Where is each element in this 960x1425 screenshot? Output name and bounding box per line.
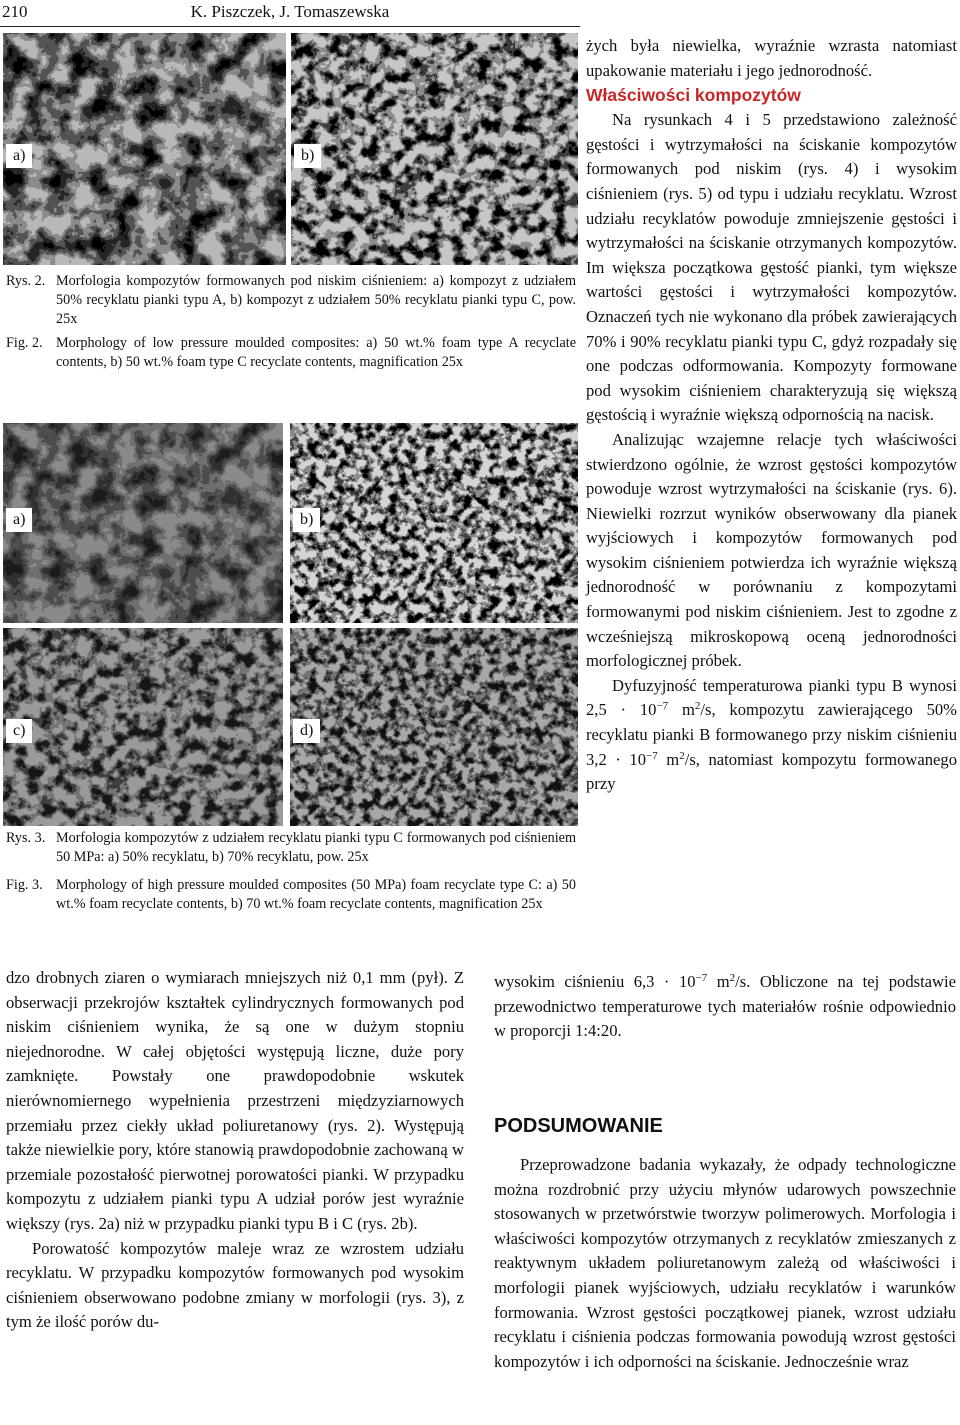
section-heading-properties: Właściwości kompozytów <box>586 85 801 106</box>
summary-column <box>494 1153 956 1374</box>
figure-2-caption-en-text: Morphology of low pressure moulded composites: a) 50 wt.% foam type A recyclate contents, b) 50 wt.% foam type C recyclate contents, magnification 25x <box>56 335 576 370</box>
figure-2-caption-en-label: Fig. 2. <box>6 335 43 351</box>
right-paragraph-3 <box>586 674 957 797</box>
figure-2-caption-en <box>6 334 576 372</box>
exponent: 2 <box>679 749 685 762</box>
figure-2a-label: a) <box>6 144 32 168</box>
right-paragraph-2: Analizując wzajemne relacje tych właściwości stwierdzono ogólnie, że wzrost gęstości kompozytów powoduje wzrost wytrzymałości na ściskanie (rys. 6). Niewielki rozrzut wyników obserwowany dla pianek wyjściowych i kompozytów formowanych pod wysokim ciśnieniem potwierdza ich wyraźnie większą jednorodność w porównaniu z kompozytami formowanymi pod niskim ciśnieniem. Jest to zgodne z wcześniejszą mikroskopową oceną jednorodności morfologicznej próbek. <box>586 429 957 671</box>
exponent: 2 <box>694 700 701 713</box>
running-header <box>0 0 580 27</box>
left-paragraph-1: dzo drobnych ziaren o wymiarach mniejszych niż 0,1 mm (pył). Z obserwacji przekrojów kształtek cylindrycznych formowanych pod niskim ciśnieniem wynika, że są one w dużym stopniu niejednorodne. W całej objętości występują liczne, duże pory zamknięte. Powstały one prawdopodobnie wskutek nierównomiernego wypełnienia przestrzeni międzyziarnowych przemiału przez ciekły układ poliuretanowy (rys. 2). Występują także niewielkie pory, które stanowią prawdopodobnie zachowaną w przemiale pozostałość pierwotnej porowatości pianki. W przypadku kompozytu z udziałem pianki typu A udział porów jest wyraźnie większy (rys. 2a) niż w przypadku pianki typu B i C (rys. 2b). <box>6 968 464 1233</box>
figure-3b-micrograph <box>290 423 578 623</box>
diffusivity-text-d: m <box>657 749 680 769</box>
exponent: −7 <box>656 700 669 713</box>
figure-2-caption-pl-label: Rys. 2. <box>6 273 46 289</box>
diffusivity-text-b: m <box>668 700 695 720</box>
right-paragraph-0: żych była niewielka, wyraźnie wzrasta natomiast upakowanie materiału i jego jednorodność. <box>586 36 957 80</box>
left-paragraph-2: Porowatość kompozytów maleje wraz ze wzrostem udziału recyklatu. W przypadku kompozytów formowanych pod wysokim ciśnieniem obserwowano podobne zmiany w morfologii (rys. 3), z tym że ilość porów du- <box>6 1238 464 1332</box>
diffusivity-text-e: /s, natomiast kompozytu formowanego przy <box>586 749 957 794</box>
summary-paragraph: Przeprowadzone badania wykazały, że odpady technologiczne można rozdrobnić przy użyciu młynów udarowych powszechnie stosowanych w przetwórstwie tworzyw polimerowych. Morfologia i właściwości kompozytów otrzymanych z recyklatów zmieszanych z reaktywnym układem poliuretanowym zależą od właściwości i morfologii pianek wyjściowych, udziału recyklatów i warunków formowania. Wzrost gęstości początkowej pianek, wzrost udziału recyklatu i ciśnienia podczas formowania powodują wzrost gęstości kompozytów i ich odporności na ściskanie. Jednocześnie wraz <box>494 1155 956 1371</box>
right-column-upper <box>586 34 957 797</box>
right-paragraph-4 <box>494 970 956 1044</box>
right-paragraph-1: Na rysunkach 4 i 5 przedstawiono zależność gęstości i wytrzymałości na ściskanie kompozytów formowanych pod niskim (rys. 4) i wysokim ciśnieniem (rys. 5) od typu i udziału recyklatu. Wzrost udziału recyklatów powoduje zmniejszenie gęstości i wytrzymałości na ściskanie otrzymanych kompozytów. Im większa początkowa gęstość pianki, tym większe wartości gęstości i wytrzymałości kompozytów. Oznaczeń tych nie wykonano dla próbek zawierających 70% i 90% recyklatu pianki typu C, gdyż rozpadały się one podczas odformowania. Kompozyty formowane pod wysokim ciśnieniem charakteryzują się większą gęstością i wyraźnie większą odpornością na nacisk. <box>586 110 957 425</box>
figure-3a-label: a) <box>6 508 32 532</box>
figure-3-caption-pl-label: Rys. 3. <box>6 830 46 846</box>
diffusivity-text-c: /s, kompozytu zawierającego 50% recyklatu pianki B formowanego przy niskim ciśnieniu 3,2 · 10 <box>586 700 957 769</box>
exponent: −7 <box>646 749 658 762</box>
figure-2-caption-pl <box>6 272 576 329</box>
exponent: −7 <box>695 972 708 984</box>
diffusivity-high-text-b: m <box>707 972 730 991</box>
left-column <box>6 966 464 1335</box>
figure-3a-micrograph <box>3 423 283 623</box>
figure-3-caption-pl-text: Morfologia kompozytów z udziałem recyklatu pianki typu C formowanych pod ciśnieniem 50 MPa: a) 50% recyklatu, b) 70% recyklatu, pow. 25x <box>56 830 576 865</box>
figure-2a-micrograph <box>3 33 286 265</box>
figure-3c-label: c) <box>6 719 32 743</box>
diffusivity-high-text-a: wysokim ciśnieniu 6,3 · 10 <box>494 972 696 991</box>
diffusivity-high-text-c: /s. Obliczone na tej podstawie przewodnictwo temperaturowe tych materiałów rośnie odpowiednio w proporcji 1:4:20. <box>494 972 957 1041</box>
page-number: 210 <box>2 2 28 21</box>
figure-2-caption-pl-text: Morfologia kompozytów formowanych pod niskim ciśnieniem: a) kompozyt z udziałem 50% recyklatu pianki typu A, b) kompozyt z udziałem 50% recyklatu pianki typu C, pow. 25x <box>56 273 576 327</box>
figure-3-caption-en-text: Morphology of high pressure moulded composites (50 MPa) foam recyclate type C: a) 50 wt.% foam recyclate contents, b) 70 wt.% foam recyclate contents, magnification 25x <box>56 877 576 912</box>
figure-3c-micrograph <box>3 628 283 826</box>
figure-3b-label: b) <box>293 508 320 532</box>
diffusivity-text-a: Dyfuzyjność temperaturowa pianki typu B wynosi 2,5 · 10 <box>586 675 957 720</box>
exponent: 2 <box>729 972 736 984</box>
figure-3-caption-en-label: Fig. 3. <box>6 877 43 893</box>
section-heading-summary: PODSUMOWANIE <box>494 1115 663 1137</box>
figure-3-caption-en <box>6 876 576 914</box>
running-header-authors: K. Piszczek, J. Tomaszewska <box>190 2 390 21</box>
figure-2b-label: b) <box>294 144 321 168</box>
figure-2b-micrograph <box>291 33 578 265</box>
figure-3d-micrograph <box>290 628 578 826</box>
figure-3-caption-pl <box>6 829 576 867</box>
figure-3d-label: d) <box>293 719 320 743</box>
right-column-lower <box>494 970 956 1044</box>
